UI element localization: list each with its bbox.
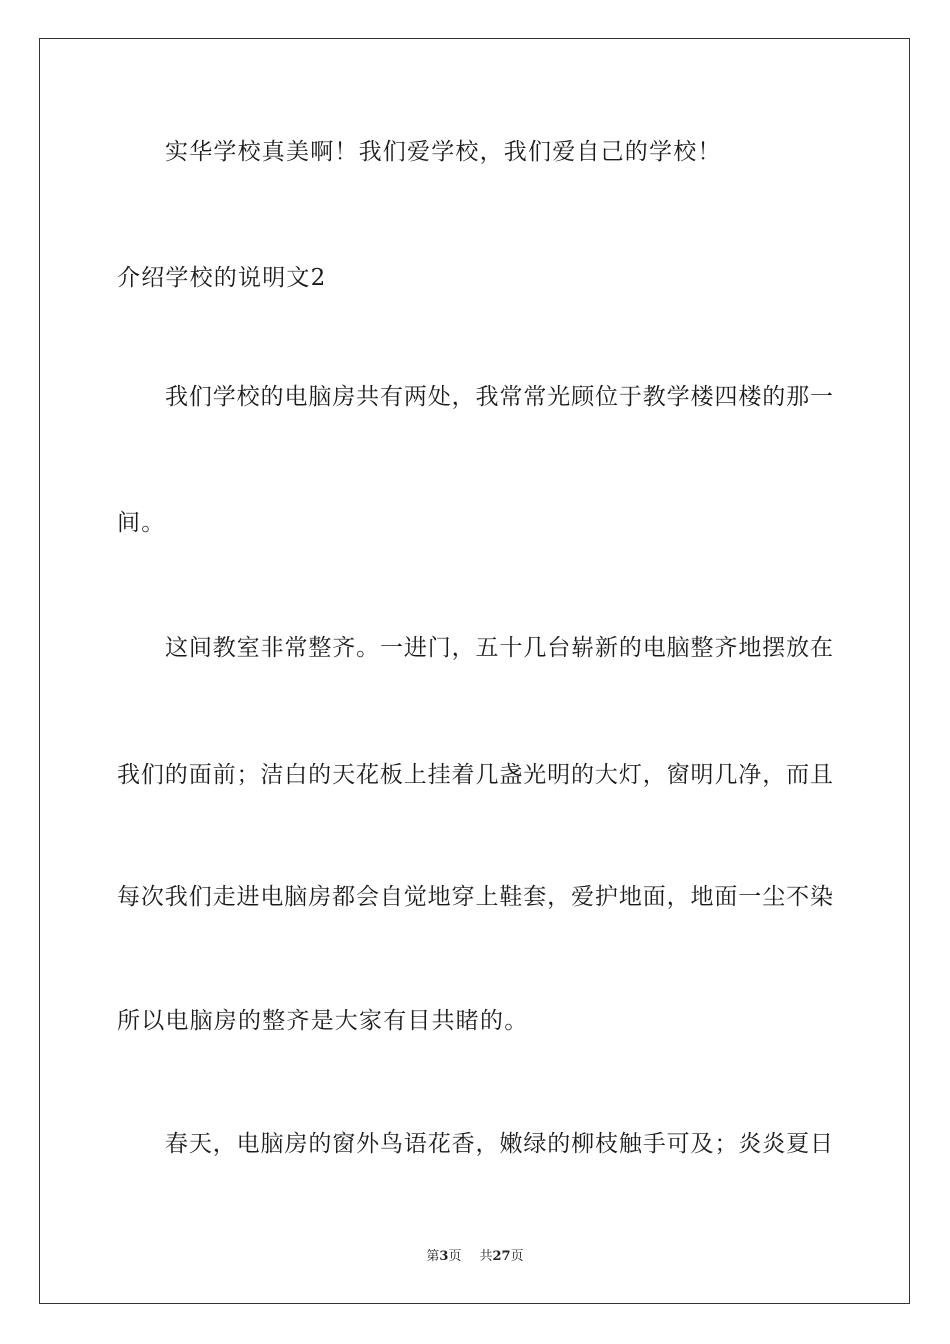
- section-heading: 介绍学校的说明文2: [117, 265, 327, 291]
- paragraph-line: 这间教室非常整齐。一进门，五十几台崭新的电脑整齐地摆放在: [165, 635, 833, 661]
- paragraph-line: 我们学校的电脑房共有两处，我常常光顾位于教学楼四楼的那一: [165, 384, 833, 410]
- paragraph-line: 每次我们走进电脑房都会自觉地穿上鞋套，爱护地面，地面一尘不染: [117, 884, 833, 910]
- paragraph-line: 实华学校真美啊！我们爱学校，我们爱自己的学校！: [165, 139, 722, 165]
- paragraph-line: 所以电脑房的整齐是大家有目共睹的。: [117, 1008, 529, 1034]
- page-border: [39, 38, 910, 1304]
- paragraph-line: 间。: [117, 510, 166, 536]
- total-prefix: 共: [479, 1249, 493, 1264]
- total-pages: 27: [492, 1249, 511, 1264]
- page-number: 3: [439, 1249, 449, 1264]
- paragraph-line: 春天，电脑房的窗外鸟语花香，嫩绿的柳枝触手可及；炎炎夏日: [165, 1131, 833, 1157]
- total-suffix: 页: [510, 1249, 524, 1264]
- page-footer: [0, 1248, 950, 1266]
- page-suffix: 页: [448, 1249, 462, 1264]
- paragraph-line: 我们的面前；洁白的天花板上挂着几盏光明的大灯，窗明几净，而且: [117, 762, 833, 788]
- page-prefix: 第: [426, 1249, 440, 1264]
